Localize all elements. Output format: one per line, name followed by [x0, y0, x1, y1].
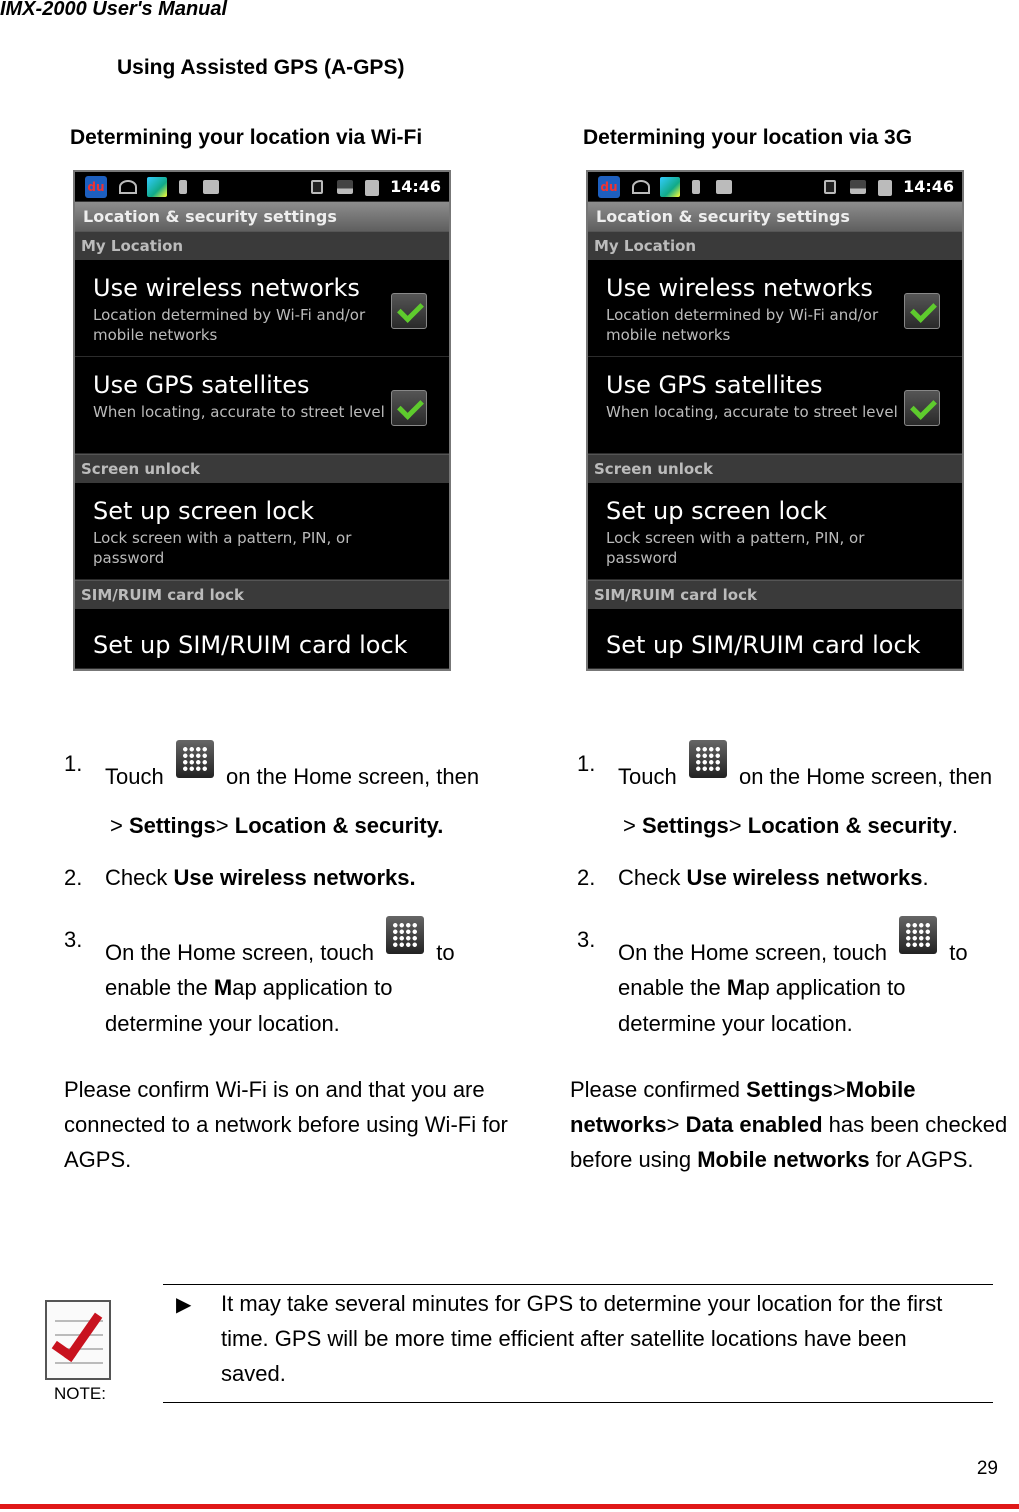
du-app-icon: du [598, 176, 620, 198]
item-summary: Location determined by Wi-Fi and/or mobile networks [606, 306, 879, 344]
step-text: determine your location. [105, 1011, 340, 1036]
map-initial: M [726, 975, 746, 1000]
step-text: Check [105, 865, 168, 890]
note-text: > [832, 1077, 846, 1102]
status-bar [75, 172, 449, 202]
use-wireless-networks-item[interactable] [75, 260, 449, 357]
step-text: to [949, 940, 968, 965]
step-number: 3. [577, 927, 596, 952]
manual-header-title: IMX-2000 User's Manual [0, 0, 228, 20]
item-title: Use GPS satellites [93, 371, 310, 399]
3g-agps-note [570, 1072, 1019, 1177]
wifi-step-3-cont [105, 970, 392, 1042]
signal-icon [337, 180, 353, 194]
item-title: Use GPS satellites [606, 371, 823, 399]
step-text: On the Home screen, touch [618, 940, 888, 965]
wifi-icon [632, 180, 650, 194]
step-text: > [728, 813, 742, 838]
charging-icon [878, 180, 892, 196]
status-bar [588, 172, 962, 202]
item-title: Use wireless networks [606, 274, 873, 302]
step-number: 1. [64, 751, 83, 776]
3g-step-3-cont [618, 970, 905, 1042]
app-drawer-icon [176, 740, 214, 778]
use-gps-satellites-item[interactable] [75, 357, 449, 454]
note-label: NOTE: [54, 1384, 106, 1403]
step-number: 3. [64, 927, 83, 952]
note-top-rule [163, 1284, 993, 1285]
signal-icon [850, 180, 866, 194]
category-my-location: My Location [75, 231, 449, 260]
step-number: 1. [577, 751, 596, 776]
item-title: Set up screen lock [606, 497, 827, 525]
step-number: 2. [577, 865, 596, 890]
wireless-checkbox[interactable] [904, 293, 940, 329]
wifi-step-1-path [110, 812, 443, 840]
item-summary: Lock screen with a pattern, PIN, or password [606, 529, 865, 567]
3g-step-1-path [623, 812, 958, 840]
note-bullet-icon: ▶ [176, 1294, 192, 1316]
location-security-label: Location & security [747, 813, 952, 838]
android-icon [716, 180, 732, 194]
mobile-networks-label: Mobile networks [570, 1077, 916, 1137]
set-up-screen-lock-item[interactable] [588, 483, 962, 580]
3g-step-2 [577, 864, 929, 892]
status-time: 14:46 [903, 177, 954, 196]
wifi-icon [119, 180, 137, 194]
step-text: . [922, 865, 929, 890]
note-text: for AGPS. [875, 1147, 974, 1172]
item-summary: Lock screen with a pattern, PIN, or password [93, 529, 352, 567]
step-text: determine your location. [618, 1011, 853, 1036]
step-number: 2. [64, 865, 83, 890]
use-gps-satellites-item[interactable] [588, 357, 962, 454]
app-drawer-icon [689, 740, 727, 778]
status-time: 14:46 [390, 177, 441, 196]
step-text: to [436, 940, 455, 965]
3g-step-3 [577, 926, 1017, 967]
category-sim-lock: SIM/RUIM card lock [588, 580, 962, 609]
step-text: . [951, 813, 959, 838]
item-summary: When locating, accurate to street level [606, 403, 898, 421]
settings-label: Settings [746, 1077, 833, 1102]
use-wireless-networks-label: Use wireless networks [686, 865, 923, 890]
step-text: enable the [618, 975, 721, 1000]
maps-app-icon [386, 916, 424, 954]
wifi-step-2 [64, 864, 416, 892]
wifi-step-1 [64, 750, 514, 791]
battery-icon [311, 180, 323, 194]
step-text: enable the [105, 975, 208, 1000]
usb-icon [179, 180, 187, 194]
step-text: Check [618, 865, 681, 890]
item-title: Set up screen lock [93, 497, 314, 525]
set-up-screen-lock-item[interactable] [75, 483, 449, 580]
note-bottom-rule [163, 1402, 993, 1403]
charging-icon [365, 180, 379, 196]
category-sim-lock: SIM/RUIM card lock [75, 580, 449, 609]
gps-checkbox[interactable] [904, 390, 940, 426]
settings-title-bar: Location & security settings [588, 202, 962, 231]
location-security-label: Location & security. [234, 813, 444, 838]
3g-column-title: Determining your location via 3G [583, 126, 913, 149]
sync-icon [660, 177, 680, 197]
step-text: > [215, 813, 229, 838]
wifi-column-title: Determining your location via Wi-Fi [70, 126, 423, 149]
use-wireless-networks-label: Use wireless networks. [173, 865, 416, 890]
note-icon [45, 1300, 111, 1380]
android-icon [203, 180, 219, 194]
step-text: Touch [105, 764, 164, 789]
settings-label: Settings [128, 813, 216, 838]
use-wireless-networks-item[interactable] [588, 260, 962, 357]
phone-screenshot-wifi [73, 170, 451, 671]
mobile-networks-label: Mobile networks [697, 1147, 870, 1172]
item-title: Use wireless networks [93, 274, 360, 302]
phone-screenshot-3g [586, 170, 964, 671]
map-initial: M [213, 975, 233, 1000]
sync-icon [147, 177, 167, 197]
step-text: on the Home screen, then [738, 764, 993, 789]
step-text: ap application to [745, 975, 906, 1000]
item-summary: Location determined by Wi-Fi and/or mobile networks [93, 306, 366, 344]
category-screen-unlock: Screen unlock [75, 454, 449, 483]
note-text: Please confirmed [570, 1077, 740, 1102]
settings-label: Settings [641, 813, 729, 838]
footer-accent-bar [0, 1504, 1019, 1509]
step-text: ap application to [232, 975, 393, 1000]
step-text: > [623, 813, 636, 838]
wireless-checkbox[interactable] [391, 293, 427, 329]
section-title: Using Assisted GPS (A-GPS) [117, 56, 405, 79]
wifi-agps-note: Please confirm Wi-Fi is on and that you are connected to a network before using Wi-Fi for AGPS. [64, 1077, 508, 1172]
note-text: has been checked before using [570, 1112, 1008, 1172]
wifi-step-3 [64, 926, 514, 967]
item-title: Set up SIM/RUIM card lock [606, 631, 921, 659]
usb-icon [692, 180, 700, 194]
category-screen-unlock: Screen unlock [588, 454, 962, 483]
checkmark-icon [52, 1304, 103, 1362]
set-up-sim-lock-item[interactable] [588, 609, 962, 669]
step-text: > [110, 813, 123, 838]
item-title: Set up SIM/RUIM card lock [93, 631, 408, 659]
set-up-sim-lock-item[interactable] [75, 609, 449, 669]
item-summary: When locating, accurate to street level [93, 403, 385, 421]
step-text: on the Home screen, then [225, 764, 480, 789]
battery-icon [824, 180, 836, 194]
maps-app-icon [899, 916, 937, 954]
data-enabled-label: Data enabled [685, 1112, 823, 1137]
note-text: It may take several minutes for GPS to determine your location for the first time. GPS will be more time efficient after satellite locations have been saved. [221, 1291, 943, 1386]
step-text: Touch [618, 764, 677, 789]
category-my-location: My Location [588, 231, 962, 260]
du-app-icon: du [85, 176, 107, 198]
step-text: On the Home screen, touch [105, 940, 375, 965]
note-text: > [666, 1112, 680, 1137]
settings-title-bar: Location & security settings [75, 202, 449, 231]
page-number: 29 [976, 1458, 998, 1479]
gps-checkbox[interactable] [391, 390, 427, 426]
3g-step-1 [577, 750, 1017, 791]
